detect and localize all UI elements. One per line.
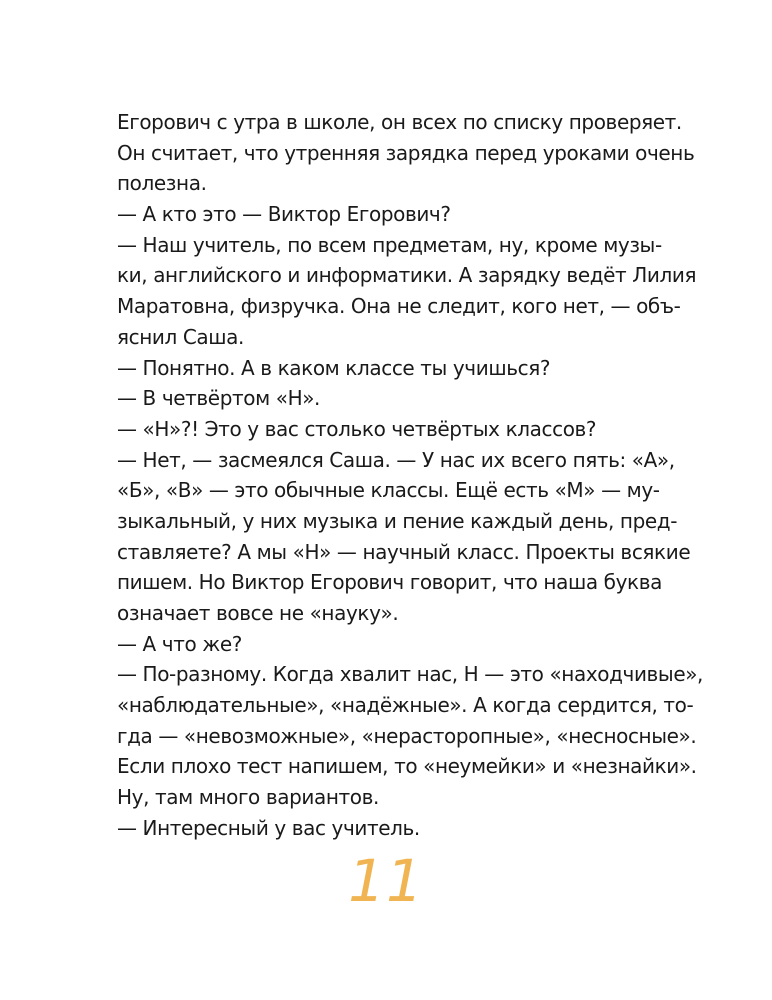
dialogue-line: — По-разному. Когда хвалит нас, Н — это «находчивые», bbox=[117, 662, 704, 687]
dialogue-line: — Наш учитель, по всем предметам, ну, кроме музы- bbox=[117, 232, 662, 257]
text-line: Ну, там много вариантов. bbox=[117, 785, 379, 810]
text-line: «наблюдательные», «надёжные». А когда сердится, то- bbox=[117, 693, 694, 718]
text-line: яснил Саша. bbox=[117, 324, 244, 349]
text-line: полезна. bbox=[117, 171, 207, 196]
text-line: Маратовна, физручка. Она не следит, кого нет, — объ- bbox=[117, 294, 681, 319]
text-line: Он считает, что утренняя зарядка перед уроками очень bbox=[117, 140, 695, 165]
text-line: Егорович с утра в школе, он всех по списку проверяет. bbox=[117, 110, 682, 134]
dialogue-line: — «Н»?! Это у вас столько четвёртых классов? bbox=[117, 416, 597, 441]
text-line: гда — «невозможные», «нерасторопные», «несносные». bbox=[117, 723, 697, 748]
text-line: пишем. Но Виктор Егорович говорит, что наша буква bbox=[117, 570, 662, 595]
dialogue-line: — Понятно. А в каком классе ты учишься? bbox=[117, 355, 551, 380]
text-line: зыкальный, у них музыка и пение каждый день, пред- bbox=[117, 508, 678, 533]
text-line: означает вовсе не «науку». bbox=[117, 601, 399, 625]
dialogue-line: — Нет, — засмеялся Саша. — У нас их всего пять: «А», bbox=[117, 447, 675, 472]
dialogue-line: — В четвёртом «Н». bbox=[117, 386, 320, 411]
text-line: Если плохо тест напишем, то «неумейки» и «незнайки». bbox=[117, 754, 697, 779]
text-line: ставляете? А мы «Н» — научный класс. Проекты всякие bbox=[117, 539, 691, 564]
dialogue-line: — А что же? bbox=[117, 631, 242, 656]
body-text bbox=[117, 107, 704, 844]
text-line: «Б», «В» — это обычные классы. Ещё есть «М» — му- bbox=[117, 478, 660, 503]
page-number: 11 bbox=[348, 847, 424, 915]
dialogue-line: — А кто это — Виктор Егорович? bbox=[117, 202, 451, 227]
text-line: ки, английского и информатики. А зарядку ведёт Лилия bbox=[117, 263, 697, 288]
dialogue-line: — Интересный у вас учитель. bbox=[117, 815, 420, 840]
